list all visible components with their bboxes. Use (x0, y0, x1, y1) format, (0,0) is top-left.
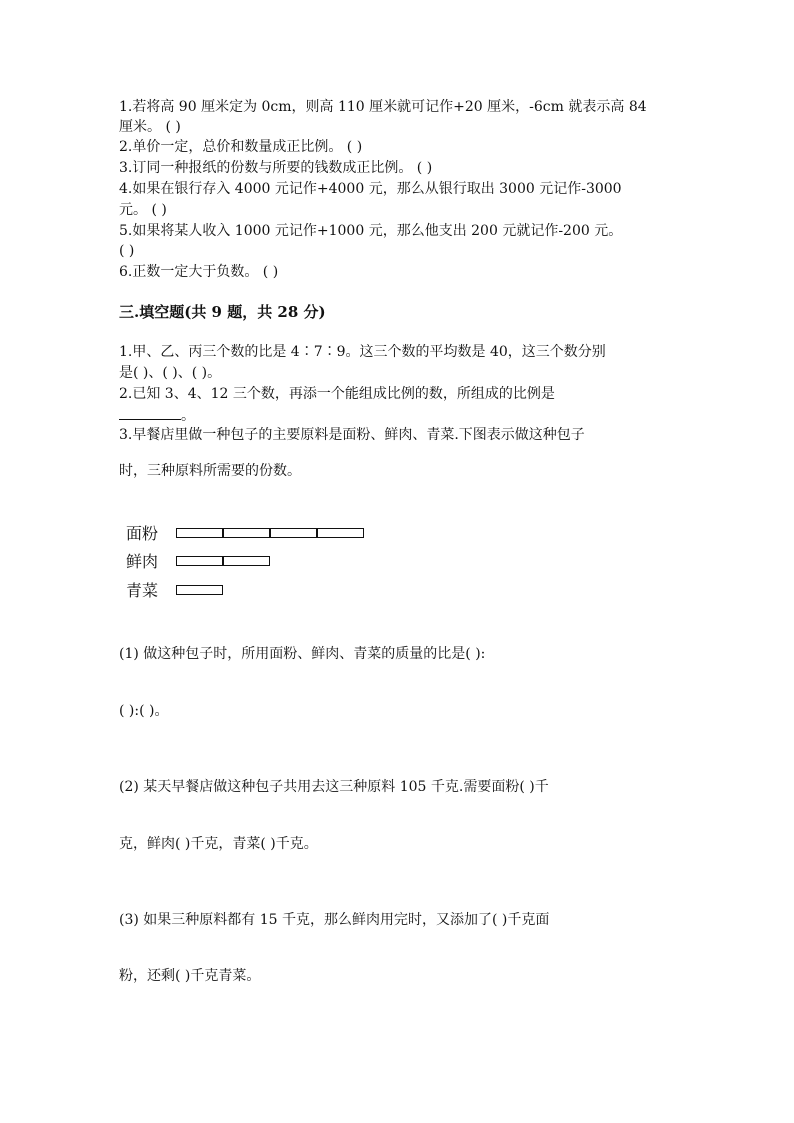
bar-label: 青菜 (126, 581, 159, 600)
sub-q2-line2: 克，鲜肉( )千克，青菜( )千克。 (119, 836, 318, 852)
fill-q3-line1: 3.早餐店里做一种包子的主要原料是面粉、鲜肉、青菜.下图表示做这种包子 (119, 427, 585, 443)
sub-q1-line1: (1) 做这种包子时，所用面粉、鲜肉、青菜的质量的比是( ): (119, 646, 486, 662)
fill-q3-line2: 时，三种原料所需要的份数。 (119, 463, 301, 479)
judge-q5-line2: ( ) (119, 243, 135, 259)
bar-segment (317, 528, 364, 538)
bar-label: 鲜肉 (126, 552, 159, 571)
judge-q4-line1: 4.如果在银行存入 4000 元记作+4000 元，那么从银行取出 3000 元记作-3000 (119, 181, 622, 197)
bar-segment (223, 556, 270, 566)
fill-q2-line2 (119, 405, 679, 426)
judge-q4-line2: 元。 ( ) (119, 202, 167, 218)
bar-segment (176, 556, 223, 566)
bar-segment (223, 528, 270, 538)
fill-q2-line1: 2.已知 3、4、12 三个数，再添一个能组成比例的数，所组成的比例是 (119, 386, 555, 402)
bar-segment (176, 585, 223, 595)
bar-segment (176, 528, 223, 538)
judge-q5-line1: 5.如果将某人收入 1000 元记作+1000 元，那么他支出 200 元就记作-200 元。 (119, 223, 623, 239)
sub-q3-line1: (3) 如果三种原料都有 15 千克，那么鲜肉用完时，又添加了( )千克面 (119, 912, 550, 928)
fill-q1-line1: 1.甲、乙、丙三个数的比是 4∶7∶9。这三个数的平均数是 40，这三个数分别 (119, 344, 606, 360)
answer-blank-underline[interactable] (119, 405, 181, 420)
judge-q1-line1: 1.若将高 90 厘米定为 0cm，则高 110 厘米就可记作+20 厘米，-6cm 就表示高 84 (119, 99, 647, 115)
fill-q2-suffix: 。 (181, 408, 195, 424)
judge-q2: 2.单价一定，总价和数量成正比例。 ( ) (119, 139, 363, 155)
judge-q1-line2: 厘米。 ( ) (119, 119, 181, 135)
section3-heading: 三.填空题(共 9 题，共 28 分) (119, 303, 326, 321)
bar-segment (270, 528, 317, 538)
bar-label: 面粉 (126, 524, 159, 543)
sub-q3-line2: 粉，还剩( )千克青菜。 (119, 968, 261, 984)
judge-q3: 3.订同一种报纸的份数与所要的钱数成正比例。 ( ) (119, 160, 433, 176)
sub-q2-line1: (2) 某天早餐店做这种包子共用去这三种原料 105 千克.需要面粉( )千 (119, 779, 549, 795)
fill-q1-line2: 是( )、( )、( )。 (119, 365, 222, 381)
sub-q1-line2: ( ):( )。 (119, 703, 169, 719)
judge-q6: 6.正数一定大于负数。 ( ) (119, 264, 279, 280)
